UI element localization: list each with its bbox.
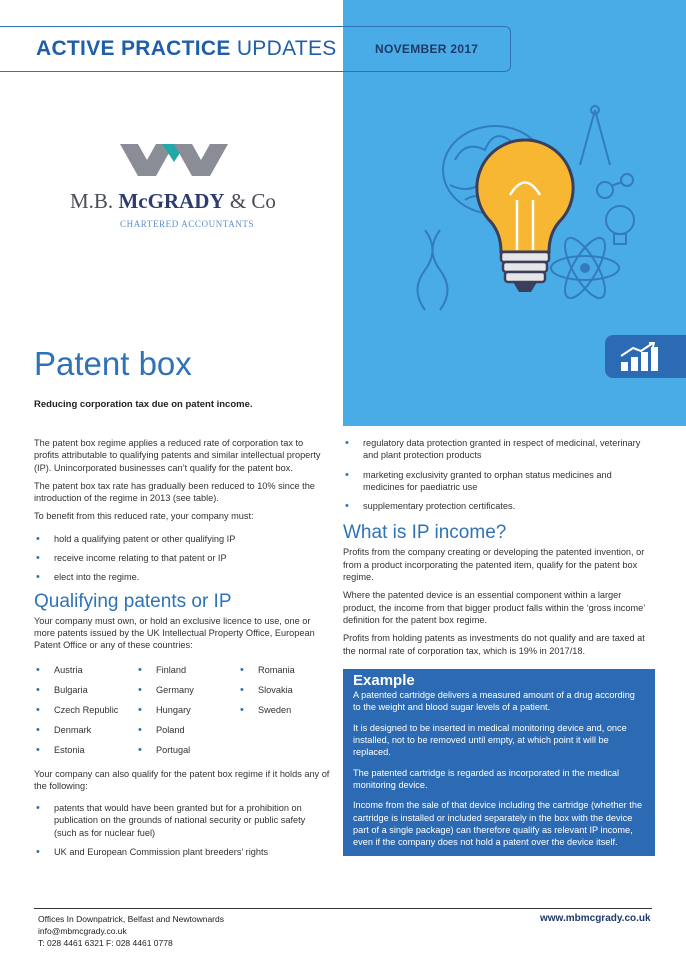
list-item: • hold a qualifying patent or other qualifying IP <box>34 533 330 545</box>
list-item: • patents that would have been granted but for a prohibition on publication on the grounds of national security or public safety (such as for nuclear fuel) <box>34 802 330 839</box>
country-item: • Finland <box>136 660 238 680</box>
country-item: • Portugal <box>136 740 238 760</box>
article-title: Patent box <box>34 345 192 382</box>
newsletter-title: ACTIVE PRACTICE UPDATES <box>36 37 337 60</box>
intro-paragraph: To benefit from this reduced rate, your company must: <box>34 511 254 522</box>
country-item: • Denmark <box>34 720 136 740</box>
example-paragraph: The patented cartridge is regarded as incorporated in the medical monitoring device. <box>353 767 620 790</box>
ip-paragraph: Profits from holding patents as investments do not qualify and are taxed at the normal rate of corporation tax, which is 19% in 2017/18. <box>343 633 645 656</box>
qualifying-paragraph: Your company must own, or hold an exclusive licence to use, one or more patents issued by the UK Intellectual Property Office, European Patent Office or any of these countries: <box>34 615 315 651</box>
country-item: • Czech Republic <box>34 700 136 720</box>
footer-website-link[interactable]: www.mbmcgrady.co.uk <box>540 913 651 924</box>
list-item: • UK and European Commission plant breeders’ rights <box>34 846 330 858</box>
country-item: • Germany <box>136 680 238 700</box>
holdings-list <box>34 802 330 858</box>
list-item: • receive income relating to that patent or IP <box>34 552 330 564</box>
issue-date: NOVEMBER 2017 <box>375 42 479 56</box>
country-empty <box>238 720 340 740</box>
country-item: • Sweden <box>238 700 340 720</box>
countries-list <box>34 660 330 760</box>
example-heading: Example <box>353 671 415 689</box>
bar-chart-arrow-icon <box>619 342 659 372</box>
chart-badge <box>605 335 686 378</box>
footer-offices: Offices In Downpatrick, Belfast and Newtownards <box>38 914 224 924</box>
list-item: • supplementary protection certificates. <box>343 500 655 512</box>
article-subtitle: Reducing corporation tax due on patent income. <box>34 399 253 410</box>
intro-paragraph: The patent box tax rate has gradually been reduced to 10% since the introduction of the regime in 2013 (see table). <box>34 480 315 504</box>
holdings-list-continued <box>343 437 655 512</box>
example-paragraph: It is designed to be inserted in medical monitoring device and, once installed, not to be removed until empty, at which point it will be replaced. <box>353 722 627 758</box>
example-paragraph: Income from the sale of that device including the cartridge (whether the cartridge is installed or included separately in the box with the device part of a single package) can therefore qualify as relevant IP income, even if the company does not hold a patent over the device itself. <box>353 800 643 848</box>
section-heading-qualifying: Qualifying patents or IP <box>34 590 232 612</box>
example-box <box>343 669 655 857</box>
country-item: • Estonia <box>34 740 136 760</box>
country-item: • Hungary <box>136 700 238 720</box>
mountain-logo-icon <box>120 144 228 176</box>
country-item: • Poland <box>136 720 238 740</box>
footer-phone: T: 028 4461 6321 F: 028 4461 0778 <box>38 938 173 948</box>
section-heading-ip-income: What is IP income? <box>343 522 507 544</box>
footer-contact <box>38 913 224 949</box>
right-column <box>343 437 655 856</box>
footer-divider <box>34 908 652 909</box>
country-empty <box>238 740 340 760</box>
country-item: • Bulgaria <box>34 680 136 700</box>
ip-paragraph: Where the patented device is an essential component within a larger product, the income from that bigger product falls within the ‘gross income’ definition for the patent box regime. <box>343 590 645 625</box>
footer-email-link[interactable]: info@mbmcgrady.co.uk <box>38 926 127 936</box>
list-item: • marketing exclusivity granted to orphan status medicines and medicines for paediatric use <box>343 469 655 494</box>
list-item: • elect into the regime. <box>34 571 330 583</box>
firm-name: M.B. McGRADY & Co <box>70 189 276 213</box>
left-column <box>34 437 330 865</box>
ip-paragraph: Profits from the company creating or developing the patented invention, or from a product incorporating the patented item, qualify for the patent box regime. <box>343 547 645 583</box>
country-item: • Romania <box>238 660 340 680</box>
intro-paragraph: The patent box regime applies a reduced rate of corporation tax to profits attributable to qualifying patents and similar intellectual property (IP). Unincorporated businesses can’t qualify for the patent box. <box>34 438 321 473</box>
requirements-list <box>34 533 330 584</box>
qualifying-paragraph: Your company can also qualify for the patent box regime if it holds any of the following: <box>34 768 330 791</box>
country-item: • Slovakia <box>238 680 340 700</box>
list-item: • regulatory data protection granted in respect of medicinal, veterinary and plant protection products <box>343 437 655 462</box>
lightbulb-brain-science-icon <box>405 100 645 325</box>
firm-tagline: CHARTERED ACCOUNTANTS <box>120 219 255 229</box>
example-paragraph: A patented cartridge delivers a measured amount of a drug according to the weight and blood sugar levels of a patient. <box>353 690 635 713</box>
country-item: • Austria <box>34 660 136 680</box>
